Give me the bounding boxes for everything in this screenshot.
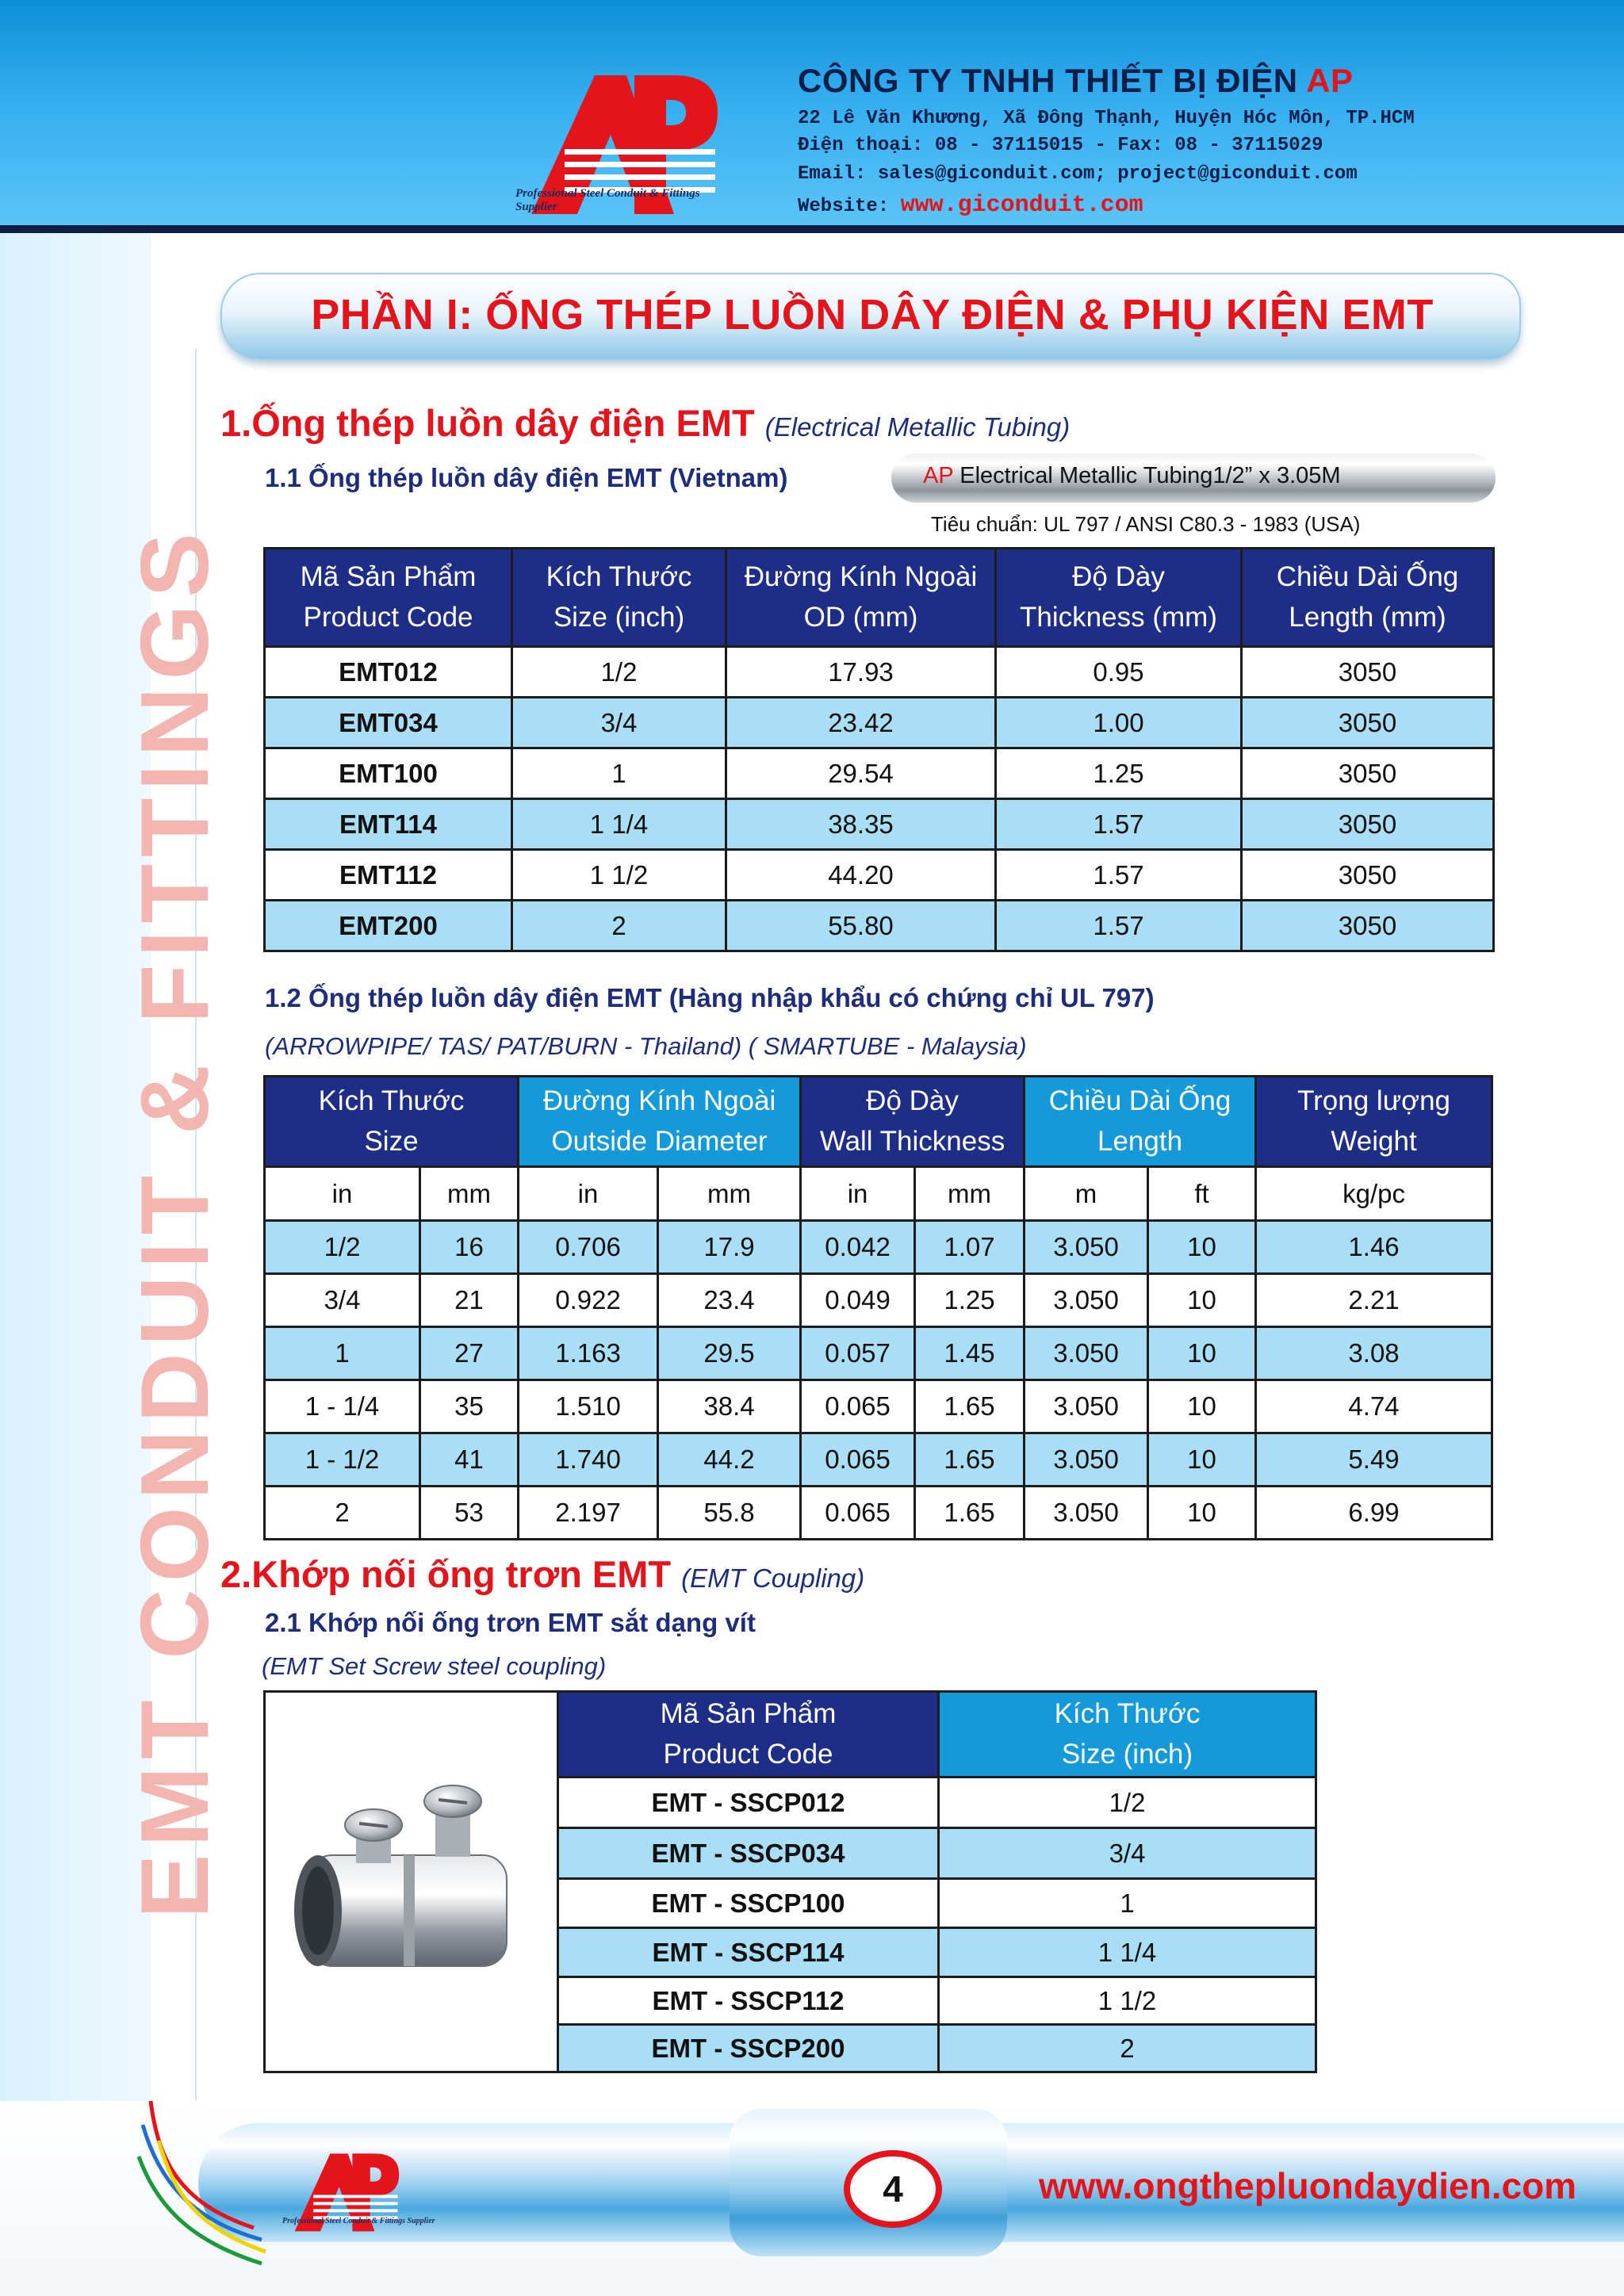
table-row: 1 - 1/4 35 1.510 38.4 0.065 1.65 3.050 10 4.74 [265, 1380, 1492, 1433]
section1-1-title: 1.1 Ống thép luồn dây điện EMT (Vietnam) [265, 463, 788, 492]
section2-title: 2.Khớp nối ống trơn EMT (EMT Coupling) [220, 1553, 865, 1595]
pipe-label: AP Electrical Metallic Tubing1/2” x 3.05M [923, 463, 1341, 488]
header-divider [0, 225, 1624, 233]
col-header-size: Kích Thước Size (inch) [939, 1692, 1316, 1777]
table-row: 1 27 1.163 29.5 0.057 1.45 3.050 10 3.08 [265, 1327, 1492, 1380]
table-row: 1 - 1/2 41 1.740 44.2 0.065 1.65 3.050 10 5.49 [265, 1433, 1492, 1487]
section2-1-title: 2.1 Khớp nối ống trơn EMT sắt dạng vít [265, 1608, 756, 1637]
section1-2-title: 1.2 Ống thép luồn dây điện EMT (Hàng nhập khẩu có chứng chỉ UL 797) [265, 983, 1155, 1012]
table-row: EMT012 1/2 17.93 0.95 3050 [265, 647, 1494, 698]
col-header-length: Chiều Dài Ống Length [1025, 1077, 1256, 1167]
section-banner-title: PHẦN I: ỐNG THÉP LUỒN DÂY ĐIỆN & PHỤ KIỆN EMT [311, 291, 1434, 339]
col-header-size: Kích Thước Size [265, 1077, 519, 1167]
standard-note: Tiêu chuẩn: UL 797 / ANSI C80.3 - 1983 (USA) [931, 512, 1361, 536]
table-row: EMT - SSCP112 1 1/2 [265, 1977, 1316, 2025]
table-row: 3/4 21 0.922 23.4 0.049 1.25 3.050 10 2.21 [265, 1274, 1492, 1327]
footer-url[interactable]: www.ongthepluondaydien.com [1039, 2165, 1577, 2206]
company-phone: Điện thoại: 08 - 37115015 - Fax: 08 - 37115029 [798, 135, 1323, 156]
emt-imported-table [263, 1075, 1493, 1540]
company-website: Website: www.giconduit.com [798, 192, 1143, 219]
col-header-od: Đường Kính Ngoài OD (mm) [726, 549, 996, 647]
table-row: EMT112 1 1/2 44.20 1.57 3050 [265, 850, 1494, 901]
company-address: 22 Lê Văn Khương, Xã Đông Thạnh, Huyện Hóc Môn, TP.HCM [798, 108, 1415, 129]
logo-tagline: Professional Steel Conduit & Fittings Supplier [515, 187, 700, 213]
side-vertical-title: EMT CONDUIT & FITTINGS [121, 526, 228, 1919]
coupling-photo [277, 1736, 546, 2022]
page-number: 4 [844, 2150, 942, 2228]
section1-2-note: (ARROWPIPE/ TAS/ PAT/BURN - Thailand) ( SMARTUBE - Malaysia) [265, 1032, 1027, 1060]
col-header-code: Mã Sản Phẩm Product Code [265, 549, 512, 647]
table-row: EMT - SSCP200 2 [265, 2025, 1316, 2072]
col-header-weight: Trọng lượng Weight [1256, 1077, 1492, 1167]
col-header-wall-thickness: Độ Dày Wall Thickness [801, 1077, 1025, 1167]
table-row: EMT114 1 1/4 38.35 1.57 3050 [265, 799, 1494, 850]
coupling-table [263, 1690, 1317, 2073]
col-header-length: Chiều Dài Ống Length (mm) [1242, 549, 1494, 647]
wires-graphic [135, 2093, 293, 2283]
col-header-outside-diameter: Đường Kính Ngoài Outside Diameter [519, 1077, 801, 1167]
col-header-code: Mã Sản Phẩm Product Code [558, 1692, 939, 1777]
table-row: EMT - SSCP012 1/2 [265, 1777, 1316, 1828]
section2-1-note: (EMT Set Screw steel coupling) [262, 1652, 607, 1680]
table-row: 2 53 2.197 55.8 0.065 1.65 3.050 10 6.99 [265, 1487, 1492, 1540]
col-header-size: Kích Thước Size (inch) [512, 549, 726, 647]
table-row: EMT100 1 29.54 1.25 3050 [265, 748, 1494, 799]
table-row: EMT200 2 55.80 1.57 3050 [265, 901, 1494, 951]
company-name: CÔNG TY TNHH THIẾT BỊ ĐIỆN AP [798, 62, 1354, 99]
table-row: EMT034 3/4 23.42 1.00 3050 [265, 698, 1494, 748]
company-email: Email: sales@giconduit.com; project@giconduit.com [798, 163, 1358, 185]
coupling-image-cell [265, 1692, 558, 2072]
table-row: EMT - SSCP114 1 1/4 [265, 1928, 1316, 1977]
website-link[interactable]: www.giconduit.com [900, 192, 1143, 219]
table-row: EMT - SSCP034 3/4 [265, 1828, 1316, 1879]
table-row: 1/2 16 0.706 17.9 0.042 1.07 3.050 10 1.46 [265, 1221, 1492, 1274]
emt-vietnam-table [263, 547, 1495, 952]
section1-title: 1.Ống thép luồn dây điện EMT (Electrical Metallic Tubing) [220, 402, 1071, 444]
footer-logo-tagline: Professional Steel Conduit & Fittings Supplier [282, 2217, 435, 2225]
units-row: in mm in mm in mm m ft kg/pc [265, 1167, 1492, 1221]
table-row: EMT - SSCP100 1 [265, 1879, 1316, 1928]
col-header-thickness: Độ Dày Thickness (mm) [996, 549, 1242, 647]
